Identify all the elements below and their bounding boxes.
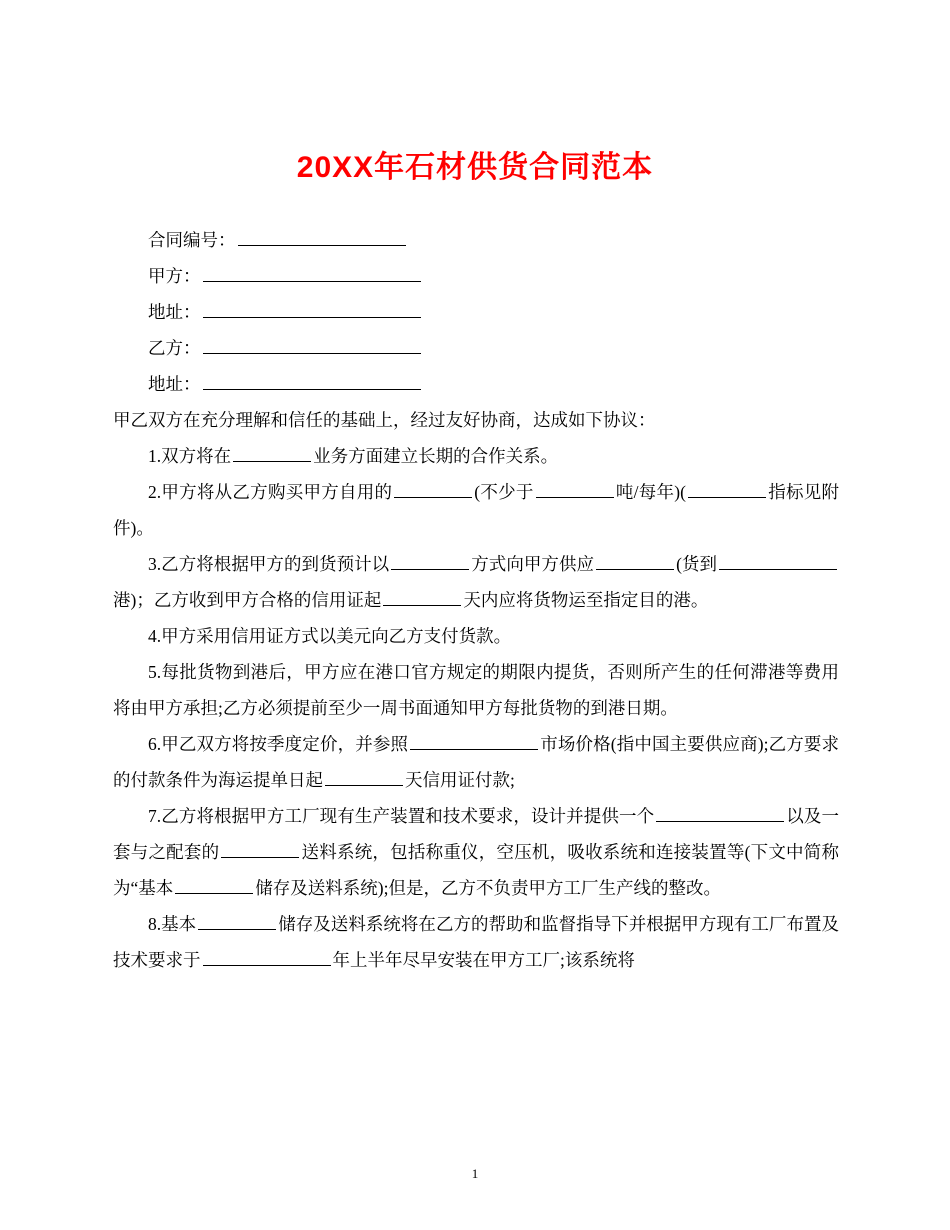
contract-field-label: 地址：	[148, 374, 201, 394]
contract-field-row	[113, 366, 839, 402]
clause-paragraph	[113, 546, 839, 618]
clause-number: 4.	[148, 626, 162, 646]
contract-field-row	[113, 294, 839, 330]
clause-text: 市场价格(指中国主要供应商);乙方要求的付款条件为海运提单日起	[113, 734, 839, 790]
clause-number: 2.	[148, 482, 162, 502]
clause-text: 业务方面建立长期的合作关系。	[313, 446, 559, 466]
clause-paragraph	[113, 726, 839, 798]
clause-text: 双方将在	[161, 446, 232, 466]
contract-field-label: 甲方：	[148, 266, 201, 286]
clause-text: 以及一套与之配套的	[113, 806, 840, 862]
clause-text: 指标见附件)。	[113, 482, 840, 538]
clause-blank[interactable]	[325, 769, 403, 786]
clause-blank[interactable]	[198, 913, 276, 930]
clause-blank[interactable]	[175, 877, 253, 894]
clause-text: 乙方将根据甲方的到货预计以	[161, 554, 390, 574]
clause-text: 天内应将货物运至指定目的港。	[463, 590, 709, 610]
clause-text: 港)；乙方收到甲方合格的信用证起	[113, 590, 382, 610]
page-title: 20XX年石材供货合同范本	[296, 151, 654, 184]
contract-fields	[113, 222, 839, 402]
clause-paragraph	[113, 438, 839, 474]
clause-text: 甲方将从乙方购买甲方自用的	[161, 482, 393, 502]
contract-field-row	[113, 222, 839, 258]
clause-blank[interactable]	[688, 481, 766, 498]
clause-number: 7.	[148, 806, 162, 826]
contract-field-blank[interactable]	[203, 337, 421, 354]
clause-blank[interactable]	[536, 481, 614, 498]
clause-paragraph	[113, 618, 839, 654]
clause-text: 年上半年尽早安装在甲方工厂;该系统将	[332, 950, 635, 970]
clause-text: 每批货物到港后，甲方应在港口官方规定的期限内提货，否则所产生的任何滞港等费用将由甲方承担;乙方必须提前至少一周书面通知甲方每批货物的到港日期。	[113, 662, 839, 718]
clause-paragraph	[113, 906, 839, 978]
clause-text: 甲乙双方将按季度定价，并参照	[161, 734, 409, 754]
clause-text: 乙方将根据甲方工厂现有生产装置和技术要求，设计并提供一个	[161, 806, 655, 826]
clause-number: 8.	[148, 914, 162, 934]
contract-field-blank[interactable]	[203, 265, 421, 282]
contract-field-row	[113, 258, 839, 294]
document-body	[113, 222, 839, 978]
contract-field-label: 乙方：	[148, 338, 201, 358]
contract-field-row	[113, 330, 839, 366]
preamble-paragraph: 甲乙双方在充分理解和信任的基础上，经过友好协商，达成如下协议：	[113, 410, 656, 430]
clause-blank[interactable]	[596, 553, 674, 570]
contract-clauses	[113, 438, 839, 978]
clause-text: 基本	[161, 914, 197, 934]
clause-text: 储存及送料系统);但是，乙方不负责甲方工厂生产线的整改。	[255, 878, 721, 898]
contract-field-label: 地址：	[148, 302, 201, 322]
clause-number: 1.	[148, 446, 162, 466]
clause-paragraph	[113, 474, 839, 546]
clause-blank[interactable]	[383, 589, 461, 606]
contract-field-blank[interactable]	[203, 301, 421, 318]
clause-blank[interactable]	[203, 949, 331, 966]
clause-blank[interactable]	[391, 553, 469, 570]
clause-text: 送料系统，包括称重仪，空压机，吸收系统和连接装置等(下文中简称为“基本	[113, 842, 840, 898]
page-number: 1	[471, 1166, 479, 1181]
clause-number: 6.	[148, 734, 162, 754]
contract-field-blank[interactable]	[203, 373, 421, 390]
clause-text: (货到	[676, 554, 718, 574]
clause-paragraph	[113, 654, 839, 726]
clause-blank[interactable]	[656, 805, 784, 822]
clause-text: 方式向甲方供应	[471, 554, 595, 574]
clause-text: 储存及送料系统将在乙方的帮助和监督指导下并根据甲方现有工厂布置及技术要求于	[113, 914, 840, 970]
contract-field-blank[interactable]	[238, 229, 406, 246]
clause-text: 甲方采用信用证方式以美元向乙方支付货款。	[161, 626, 512, 646]
clause-number: 5.	[148, 662, 162, 682]
clause-blank[interactable]	[233, 445, 311, 462]
clause-blank[interactable]	[410, 733, 538, 750]
contract-field-label: 合同编号：	[148, 230, 236, 250]
clause-text: (不少于	[474, 482, 534, 502]
clause-text: 天信用证付款;	[405, 770, 515, 790]
clause-blank[interactable]	[394, 481, 472, 498]
clause-paragraph	[113, 798, 839, 906]
clause-blank[interactable]	[719, 553, 837, 570]
clause-number: 3.	[148, 554, 162, 574]
clause-blank[interactable]	[221, 841, 299, 858]
clause-text: 吨/每年)(	[615, 482, 686, 502]
